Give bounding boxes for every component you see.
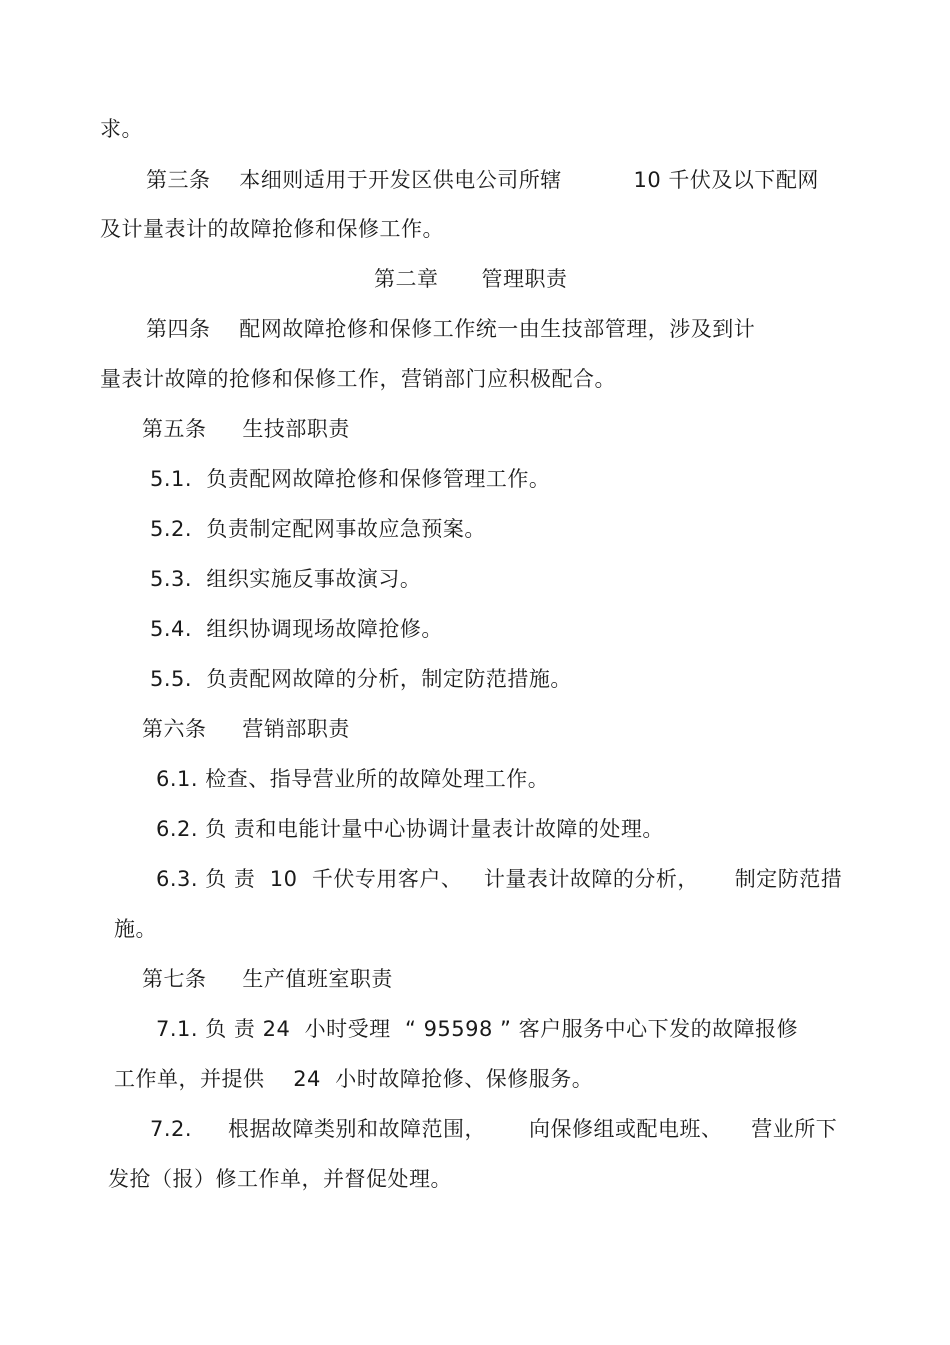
item-7-1-line-1: 7.1. 负 责 24 小时受理 “ 95598 ” 客户服务中心下发的故障报修 (156, 1017, 799, 1041)
item-5-1: 5.1. 负责配网故障抢修和保修管理工作。 (150, 467, 551, 491)
item-5-2: 5.2. 负责制定配网事故应急预案。 (150, 517, 486, 541)
article-5-heading: 第五条 生技部职责 (142, 417, 350, 441)
article-6-heading: 第六条 营销部职责 (142, 717, 350, 741)
article-7-heading: 第七条 生产值班室职责 (142, 967, 393, 991)
item-5-3: 5.3. 组织实施反事故演习。 (150, 567, 422, 591)
article-3-line-2: 及计量表计的故障抢修和保修工作。 (100, 217, 444, 241)
item-6-3-line-2: 施。 (114, 917, 157, 941)
text-line: 求。 (100, 117, 143, 141)
article-4-line-1: 第四条 配网故障抢修和保修工作统一由生技部管理，涉及到计 (146, 317, 756, 341)
item-5-5: 5.5. 负责配网故障的分析，制定防范措施。 (150, 667, 572, 691)
chapter-2-heading: 第二章 管理职责 (374, 267, 568, 291)
item-7-2-line-2: 发抢（报）修工作单，并督促处理。 (108, 1167, 452, 1191)
item-6-2: 6.2. 负 责和电能计量中心协调计量表计故障的处理。 (156, 817, 664, 841)
article-4-line-2: 量表计故障的抢修和保修工作，营销部门应积极配合。 (100, 367, 616, 391)
article-3-line-1: 第三条 本细则适用于开发区供电公司所辖 10 千伏及以下配网 (146, 168, 819, 192)
item-7-1-line-2: 工作单，并提供 24 小时故障抢修、保修服务。 (114, 1067, 594, 1091)
item-6-3-line-1: 6.3. 负 责 10 千伏专用客户、 计量表计故障的分析， 制定防范措 (156, 867, 843, 891)
item-6-1: 6.1. 检查、指导营业所的故障处理工作。 (156, 767, 550, 791)
item-7-2-line-1: 7.2. 根据故障类别和故障范围， 向保修组或配电班、 营业所下 (150, 1117, 838, 1141)
item-5-4: 5.4. 组织协调现场故障抢修。 (150, 617, 443, 641)
